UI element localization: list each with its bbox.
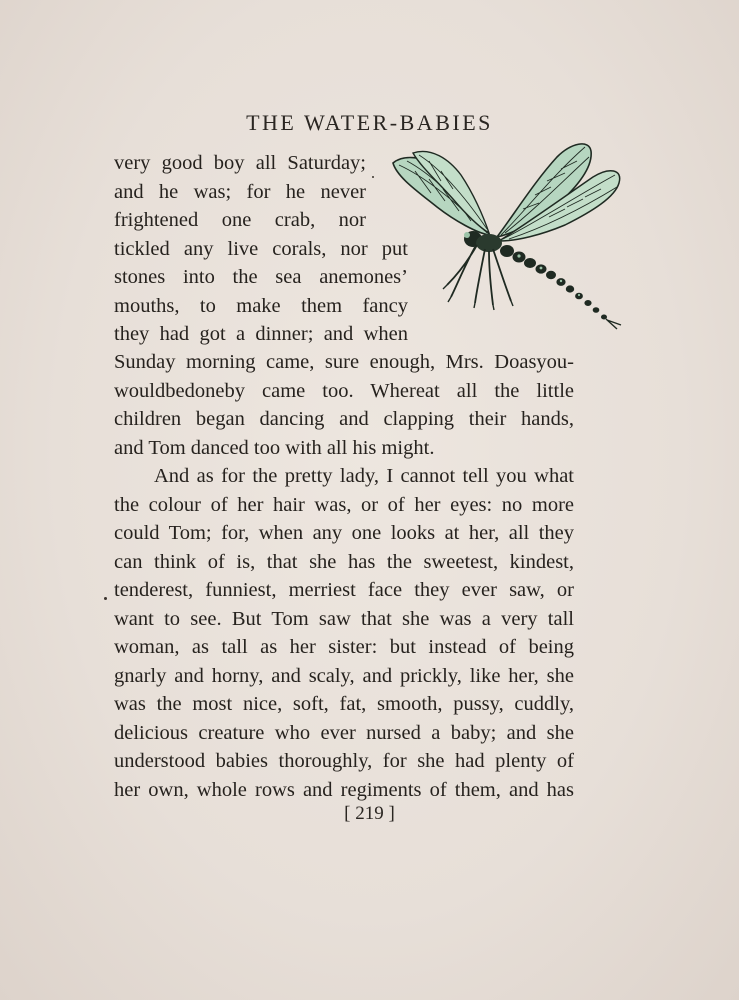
text-line: wouldbedoneby came too. Whereat all the little: [114, 379, 574, 402]
paper-speck: [104, 597, 107, 600]
text-line: delicious creature who ever nursed a baby; and she: [114, 721, 574, 744]
text-line: frightened one crab, nor: [114, 209, 366, 231]
text-line: they had got a dinner; and when: [114, 323, 408, 345]
text-line: and he was; for he never: [114, 180, 366, 203]
dragonfly-illustration: [385, 135, 630, 340]
text-line: woman, as tall as her sister: but instead of being: [114, 636, 574, 658]
text-line: very good boy all Saturday;: [114, 152, 366, 174]
text-line: tenderest, funniest, merriest face they ever saw, or: [114, 579, 574, 601]
text-column-narrow: [114, 149, 408, 349]
text-line: want to see. But Tom saw that she was a very tall: [114, 607, 574, 630]
text-line: And as for the pretty lady, I cannot tell you what: [154, 465, 574, 487]
text-line: mouths, to make them fancy: [114, 294, 408, 317]
text-line: gnarly and horny, and scaly, and prickly, like her, she: [114, 664, 574, 687]
paper-speck: [372, 176, 374, 178]
text-line: was the most nice, soft, fat, smooth, pussy, cuddly,: [114, 693, 574, 715]
text-line: can think of is, that she has the sweetest, kindest,: [114, 550, 574, 573]
text-line: Sunday morning came, sure enough, Mrs. Doasyou-: [114, 351, 574, 373]
text-line: and Tom danced too with all his might.: [114, 436, 435, 459]
text-line: understood babies thoroughly, for she had plenty of: [114, 750, 574, 772]
running-head: THE WATER-BABIES: [246, 110, 493, 135]
text-line: stones into the sea anemones’: [114, 266, 408, 288]
text-line: children began dancing and clapping their hands,: [114, 408, 574, 430]
text-column-wide: [114, 348, 574, 804]
text-line: her own, whole rows and regiments of them, and has: [114, 778, 574, 801]
text-line: could Tom; for, when any one looks at her, all they: [114, 522, 574, 544]
page-number: [ 219 ]: [344, 803, 395, 824]
text-line: the colour of her hair was, or of her eyes: no more: [114, 493, 574, 516]
text-line: tickled any live corals, nor put: [114, 237, 408, 260]
